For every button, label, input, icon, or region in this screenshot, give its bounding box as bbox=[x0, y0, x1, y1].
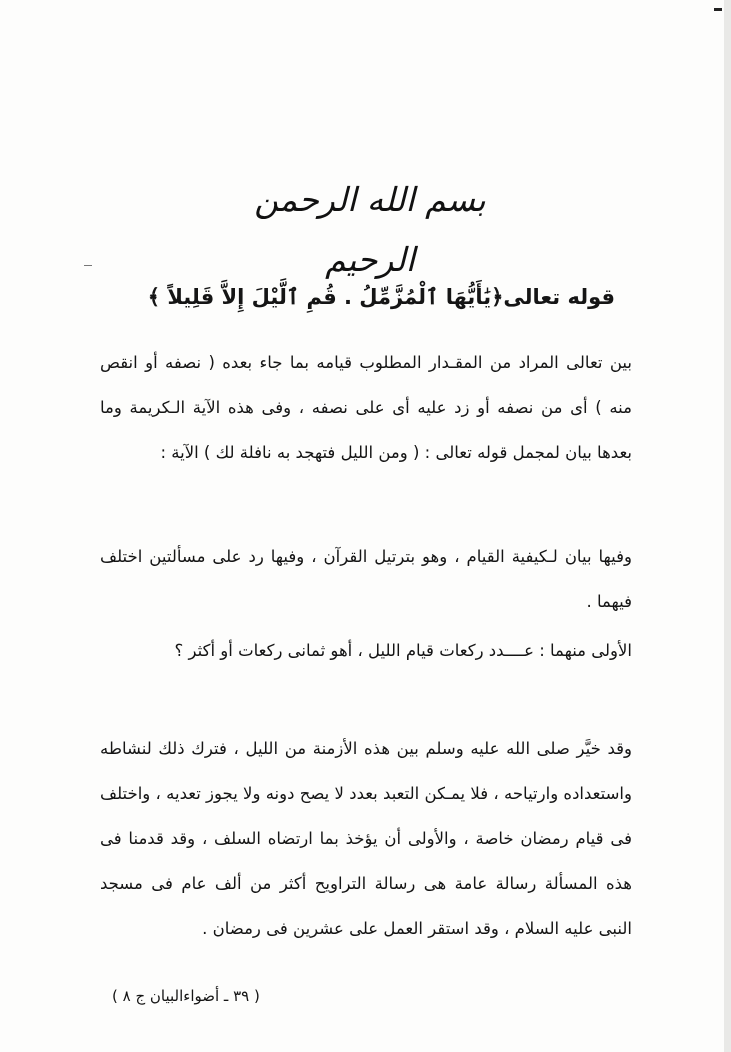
corner-mark bbox=[714, 8, 722, 11]
page-footer: ( ٣٩ ـ أضواءالبيان ج ٨ ) bbox=[112, 987, 260, 1005]
paragraph-3: الأولى منهما : عــــدد ركعات قيام الليل ، أهو ثمانى ركعات أو أكثر ؟ bbox=[174, 641, 632, 660]
quranic-verse-heading: قوله تعالى﴿يَٰأَيُّهَا ٱلْمُزَّمِّلُ . قُمِ ٱلَّيْلَ إِلاَّ قَلِيلاً ﴾ bbox=[147, 285, 615, 309]
margin-tick bbox=[84, 265, 92, 266]
paragraph-4: وقد خيَّر صلى الله عليه وسلم بين هذه الأزمنة من الليل ، فترك ذلك لنشاطه واستعداده وارتياحه ، فلا يمـكن التعبد بعدد لا يصح دونه ولا يجوز تعديه ، واختلف فى قيام رمضان خاصة ، والأولى أن يؤخذ بما ارتضاه السلف ، وقد قدمنا فى هذه المسألة رسالة عامة هى رسالة التراويح أكثر من ألف عام فى مسجد النبى عليه السلام ، وقد استقر العمل على عشرين فى رمضان . bbox=[100, 739, 632, 938]
page-edge-shadow bbox=[724, 0, 731, 1052]
paragraph-1: بين تعالى المراد من المقـدار المطلوب قيامه بما جاء بعده ( نصفه أو انقص منه ) أى من نصفه أو زد عليه أى على نصفه ، وفى هذه الآية الـكريمة وما بعدها بيان لمجمل قوله تعالى : ( ومن الليل فتهجد به نافلة لك ) الآية : bbox=[100, 353, 632, 462]
paragraph-2: وفيها بيان لـكيفية القيام ، وهو بترتيل القرآن ، وفيها رد على مسألتين اختلف فيهما . bbox=[100, 547, 632, 611]
basmala-heading: بسم الله الرحمن الرحيم bbox=[254, 180, 486, 279]
